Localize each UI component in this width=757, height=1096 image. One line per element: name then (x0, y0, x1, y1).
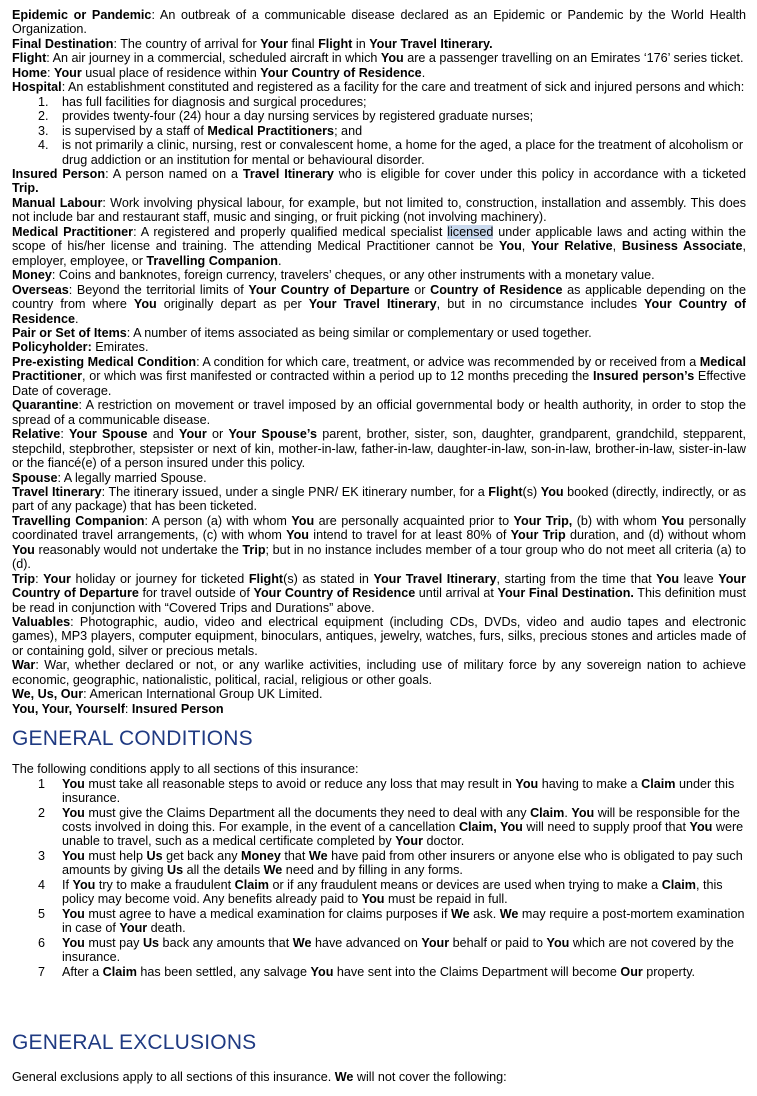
text-run: : The itinerary issued, under a single PNR/ EK itinerary number, for a (101, 484, 489, 499)
text-run: for travel outside of (138, 586, 254, 601)
bold-term: You (380, 51, 404, 66)
bold-term: Relative (12, 427, 61, 442)
text-run: duration, and (d) without whom (565, 528, 747, 543)
text-run: may require a post-mortem examination in case of (62, 906, 745, 936)
definition-entry (12, 51, 746, 65)
bold-term: Overseas (12, 282, 69, 297)
general-exclusions-intro (12, 1070, 746, 1084)
text-run: under applicable laws and acting within the scope of his/her license and training. The attending Medical Practitioner cannot be (12, 224, 746, 254)
text-run: as applicable depending on the country from where (12, 282, 746, 312)
text-run: are personally acquainted prior to (314, 513, 514, 528)
text-run: booked (directly, indirectly, or as part of any package) that has been ticketed. (12, 484, 746, 514)
definition-entry (12, 615, 746, 658)
bold-term: We (334, 1070, 354, 1084)
text-run: (b) with whom (572, 513, 662, 528)
text-run: provides twenty-four (24) hour a day nursing services by registered graduate nurses; (62, 109, 534, 124)
bold-term: Spouse (12, 470, 58, 485)
text-run: has full facilities for diagnosis and surgical procedures; (62, 94, 367, 109)
list-item-number: 4. (38, 138, 49, 153)
definition-entry (12, 427, 746, 470)
text-run: : An outbreak of a communicable disease declared as an Epidemic or Pandemic by the World Health Organization. (12, 8, 747, 37)
bold-term: You, Your, Yourself (12, 701, 125, 716)
condition-item (12, 806, 746, 849)
bold-term: Travel Itinerary (242, 166, 334, 181)
text-run: or (409, 282, 431, 297)
bold-term: We (450, 906, 470, 921)
definition-entry (12, 398, 746, 427)
bold-term: Claim (530, 805, 565, 820)
bold-term: Your Spouse (69, 427, 148, 442)
list-item-number: 1. (38, 94, 49, 109)
text-run: is supervised by a staff of (62, 123, 208, 138)
bold-term: Trip. (12, 181, 39, 196)
condition-item (12, 878, 746, 907)
text-run: usual place of residence within (81, 65, 261, 80)
bold-term: Flight (488, 484, 523, 499)
bold-term: Claim (102, 964, 137, 979)
text-run: Effective Date of coverage. (12, 369, 746, 398)
bold-term: Manual Labour (12, 195, 103, 210)
bold-term: You (291, 513, 315, 528)
bold-term: Policyholder: (12, 340, 92, 355)
condition-number: 1 (38, 776, 46, 791)
bold-term: Flight (12, 51, 47, 66)
bold-term: You (286, 528, 309, 543)
bold-term: Your Trip, (513, 513, 573, 528)
bold-term: Your (179, 427, 207, 442)
text-run: try to make a fraudulent (95, 877, 235, 892)
text-run: will not cover the following: (353, 1070, 507, 1084)
text-run: has been settled, any salvage (136, 964, 311, 979)
definition-entry (12, 167, 746, 196)
bold-term: Money (241, 848, 281, 863)
definition-entry (12, 225, 746, 268)
bold-term: Trip (12, 571, 36, 586)
condition-number: 6 (38, 935, 46, 950)
bold-term: Country of Residence (430, 282, 563, 297)
bold-term: Insured Person (131, 701, 224, 716)
definition-entry (12, 514, 746, 572)
bold-term: Your (119, 921, 148, 936)
bold-term: Flight (318, 36, 353, 51)
bold-term: We (292, 935, 312, 950)
text-run: , (521, 239, 531, 254)
bold-term: You (571, 805, 595, 820)
text-run: must give the Claims Department all the documents they need to deal with any (84, 805, 531, 820)
bold-term: You (661, 513, 685, 528)
text-run: were unable to travel, such as a medical certificate completed by (62, 820, 744, 849)
bold-term: Your Travel Itinerary (373, 571, 497, 586)
bold-term: You (12, 542, 35, 557)
text-run: that (280, 848, 309, 863)
text-run: : Work involving physical labour, for example, but not limited to, construction, installation and assembly. This does not include bar and restaurant staff, music and singing, or fruit picking (not involving machinery). (12, 195, 747, 225)
bold-term: We (308, 848, 328, 863)
text-run: , (612, 239, 622, 254)
text-run: final (288, 36, 319, 51)
text-run: must help (84, 848, 147, 863)
text-run: ; and (334, 123, 363, 138)
bold-term: Medical Practitioner (12, 224, 134, 239)
text-run: , employer, employee, or (12, 239, 747, 268)
bold-term: Your Trip (510, 528, 566, 543)
text-run: reasonably would not undertake the (34, 542, 243, 557)
bold-term: Claim (641, 776, 676, 791)
definition-entry (12, 283, 746, 326)
text-run: must agree to have a medical examination for claims purposes if (84, 906, 451, 921)
bold-term: You (656, 571, 680, 586)
condition-number: 5 (38, 906, 46, 921)
text-run: . (277, 253, 282, 268)
bold-term: Claim (234, 877, 269, 892)
list-item (12, 138, 746, 167)
definition-entry (12, 485, 746, 514)
condition-number: 7 (38, 964, 46, 979)
text-run: under this insurance. (62, 776, 735, 806)
text-run: : A person named on a (105, 166, 243, 181)
text-run: get back any (162, 848, 241, 863)
condition-item (12, 936, 746, 965)
definition-entry (12, 196, 746, 225)
bold-term: Us (146, 848, 163, 863)
bold-term: Your (260, 36, 288, 51)
text-run: (s) as stated in (283, 571, 374, 586)
text-run: , or which was first manifested or contracted within a period up to 12 months preceding the (82, 369, 593, 384)
general-conditions-list (12, 777, 746, 979)
text-run: . (564, 805, 572, 820)
bold-term: Your Relative (530, 239, 613, 254)
bold-term: Your Spouse’s (228, 427, 317, 442)
bold-term: You (133, 297, 157, 312)
text-run: : War, whether declared or not, or any warlike activities, including use of military force by any sovereign nation to achieve economic, geographic, nationalistic, political, racial, religious or other goals. (12, 658, 746, 687)
definition-entry (12, 37, 746, 51)
text-run: until arrival at (415, 586, 498, 601)
text-run: have paid from other insurers or anyone else who is obligated to pay such amounts by giving (62, 848, 743, 878)
text-run: property. (642, 964, 696, 979)
bold-term: Us (167, 863, 184, 878)
bold-term: Your Travel Itinerary (308, 297, 437, 312)
definition-entry (12, 8, 746, 37)
bold-term: You (62, 805, 85, 820)
bold-term: Quarantine (12, 398, 79, 413)
text-run: intend to travel for at least 80% of (309, 528, 511, 543)
text-run: , starting from the time that (496, 571, 657, 586)
definition-entry (12, 687, 746, 701)
text-run: ask. (469, 906, 500, 921)
definition-entry (12, 355, 746, 398)
bold-term: You (72, 877, 96, 892)
text-run: , but in no circumstance includes (436, 297, 645, 312)
text-run: : A condition for which care, treatment, or advice was recommended by or received from a (196, 354, 700, 369)
text-run: in (352, 36, 370, 51)
bold-term: You (62, 906, 85, 921)
bold-term: Claim, You (458, 820, 523, 835)
bold-term: Claim (661, 877, 696, 892)
list-item (12, 109, 746, 123)
text-run: : American International Group UK Limited. (83, 687, 323, 702)
bold-term: Home (12, 65, 47, 80)
bold-term: Medical Practitioners (207, 123, 335, 138)
text-run: behalf or paid to (449, 935, 547, 950)
text-run: : An air journey in a commercial, scheduled aircraft in which (46, 51, 381, 66)
hospital-criteria-list (12, 95, 746, 167)
bold-term: Your Country of Residence (12, 297, 746, 326)
text-run: must be repaid in full. (384, 892, 508, 907)
bold-term: You (540, 484, 564, 499)
text-run: will need to supply proof that (522, 820, 690, 835)
bold-term: Your (395, 834, 423, 849)
definition-entry (12, 471, 746, 485)
bold-term: You (546, 935, 570, 950)
text-run: have sent into the Claims Department will become (333, 964, 621, 979)
text-run: have advanced on (311, 935, 422, 950)
bold-term: Travelling Companion (12, 513, 145, 528)
text-run: will be responsible for the costs involved in doing this. For example, in the event of a cancellation (62, 805, 740, 835)
text-run: , this policy may become void. Any benefits already paid to (62, 877, 723, 907)
text-run: doctor. (422, 834, 465, 849)
text-run: : A person (a) with whom (144, 513, 292, 528)
text-run: : A number of items associated as being similar or complementary or used together. (126, 325, 592, 340)
definition-entry (12, 66, 746, 80)
bold-term: Your Final Destination. (497, 586, 634, 601)
text-run: If (62, 877, 73, 892)
bold-term: You (361, 892, 385, 907)
text-run: or if any fraudulent means or devices are used when trying to make a (268, 877, 662, 892)
text-run: need and by filling in any forms. (282, 863, 463, 878)
bold-term: Flight (248, 571, 284, 586)
text-run: (s) (522, 484, 541, 499)
text-run: licensed (447, 224, 494, 239)
text-run: : The country of arrival for (113, 36, 261, 51)
general-conditions-heading: GENERAL CONDITIONS (12, 727, 253, 751)
text-run: back any amounts that (159, 935, 293, 950)
bold-term: Your (421, 935, 450, 950)
definition-entry (12, 658, 746, 687)
list-item (12, 95, 746, 109)
bold-term: Your Country of Departure (248, 282, 410, 297)
text-run: : (124, 701, 132, 716)
bold-term: Travel Itinerary (12, 484, 102, 499)
text-run: : An establishment constituted and registered as a facility for the care and treatment of sick and injured persons and which: (61, 80, 745, 95)
text-run: and (147, 427, 180, 442)
bold-term: We, Us, Our (12, 687, 84, 702)
bold-term: You (62, 848, 85, 863)
bold-term: You (62, 776, 85, 791)
text-run: : (47, 65, 54, 80)
bold-term: Trip (242, 542, 266, 557)
condition-item (12, 965, 746, 979)
text-run: : Beyond the territorial limits of (68, 282, 249, 297)
bold-term: You (689, 820, 713, 835)
bold-term: Your Country of Residence (253, 586, 416, 601)
text-run: are a passenger travelling on an Emirates ‘176’ series ticket. (403, 51, 744, 66)
text-run: all the details (183, 863, 264, 878)
bold-term: Travelling Companion (146, 253, 278, 268)
bold-term: Valuables (12, 615, 71, 630)
text-run: originally depart as per (156, 297, 309, 312)
general-exclusions-heading: GENERAL EXCLUSIONS (12, 1031, 257, 1054)
bold-term: You (62, 935, 85, 950)
bold-term: Your Country of Residence (260, 65, 422, 80)
text-run: : (60, 427, 70, 442)
policy-document-page (12, 8, 746, 1084)
text-run: : A restriction on movement or travel imposed by an official governmental body or health authority, in order to stop the spread of a communicable disease. (12, 398, 746, 427)
bold-term: Money (12, 268, 52, 283)
definition-entry (12, 702, 746, 716)
list-item (12, 124, 746, 138)
text-run: This definition must be read in conjunction with “Covered Trips and Durations” above. (12, 586, 747, 615)
definition-entry (12, 326, 746, 340)
definition-entry (12, 340, 746, 354)
bold-term: You (310, 964, 334, 979)
bold-term: Pair or Set of Items (12, 325, 127, 340)
condition-number: 3 (38, 848, 46, 863)
text-run: parent, brother, sister, son, daughter, grandparent, grandchild, stepparent, stepchild, stepbrother, stepsister or next of kin, mother-in-law, father-in-law, daughter-in-law, son-in-law, brother-in-law, sister-in-law or the fiancé(e) of a person insured under this policy. (12, 427, 746, 471)
text-run: or (206, 427, 229, 442)
definition-entry (12, 80, 746, 94)
text-run: : A legally married Spouse. (57, 470, 207, 485)
text-run: Emirates. (91, 340, 149, 355)
bold-term: Insured Person (12, 166, 106, 181)
bold-term: Your Travel Itinerary. (369, 36, 493, 51)
list-item-number: 2. (38, 109, 49, 124)
text-run: : A registered and properly qualified medical specialist (133, 224, 448, 239)
condition-item (12, 777, 746, 806)
bold-term: We (499, 906, 519, 921)
definitions-list (12, 8, 746, 716)
text-run: having to make a (538, 776, 642, 791)
bold-term: Business Associate (621, 239, 743, 254)
text-run: which are not covered by the insurance. (62, 935, 734, 965)
bold-term: You (498, 239, 522, 254)
condition-number: 2 (38, 805, 46, 820)
bold-term: Your (43, 571, 71, 586)
text-run: : Photographic, audio, video and electrical equipment (including CDs, DVDs, video and audio tapes and electronic games), MP3 players, computer equipment, binoculars, antiques, jewelry, watches, furs, silks, precious stones and articles made of or containing gold, silver or precious metals. (12, 615, 746, 658)
bold-term: Pre-existing Medical Condition (12, 354, 197, 369)
text-run: ; but in no instance includes member of a tour group who do not meet all criteria (a) to (d). (12, 542, 746, 572)
bold-term: Your Country of Departure (12, 571, 747, 601)
bold-term: You (515, 776, 539, 791)
condition-item (12, 907, 746, 936)
text-run: who is eligible for cover under this policy in accordance with a ticketed (333, 166, 747, 181)
bold-term: Our (620, 964, 643, 979)
definition-entry (12, 572, 746, 615)
text-run: must pay (84, 935, 143, 950)
bold-term: Us (142, 935, 160, 950)
list-item-number: 3. (38, 123, 49, 138)
text-run: After a (62, 964, 103, 979)
bold-term: Your (54, 65, 82, 80)
general-conditions-intro: The following conditions apply to all sections of this insurance: (12, 762, 359, 777)
bold-term: We (263, 863, 283, 878)
bold-term: Insured person’s (593, 369, 695, 384)
text-run: . (75, 311, 79, 326)
text-run: : Coins and banknotes, foreign currency, travelers’ cheques, or any other instruments with a monetary value. (51, 268, 655, 283)
definition-entry (12, 268, 746, 282)
text-run: leave (679, 571, 719, 586)
condition-number: 4 (38, 877, 46, 892)
bold-term: Final Destination (12, 36, 114, 51)
text-run: . (421, 65, 426, 80)
text-run: : (35, 571, 44, 586)
text-run: General exclusions apply to all sections of this insurance. (12, 1070, 335, 1084)
text-run: death. (147, 921, 186, 936)
bold-term: War (12, 658, 36, 673)
bold-term: Medical Practitioner (12, 354, 746, 384)
bold-term: Epidemic or Pandemic (12, 8, 152, 22)
text-run: is not primarily a clinic, nursing, rest or convalescent home, a home for the aged, a place for the treatment of alcoholism or drug addiction or an institution for mental or behavioural disorder. (62, 138, 744, 167)
text-run: personally coordinated travel arrangements, (c) with whom (12, 513, 746, 543)
text-run: holiday or journey for ticketed (70, 571, 249, 586)
bold-term: Hospital (12, 80, 62, 95)
text-run: must take all reasonable steps to avoid or reduce any loss that may result in (84, 776, 516, 791)
condition-item (12, 849, 746, 878)
